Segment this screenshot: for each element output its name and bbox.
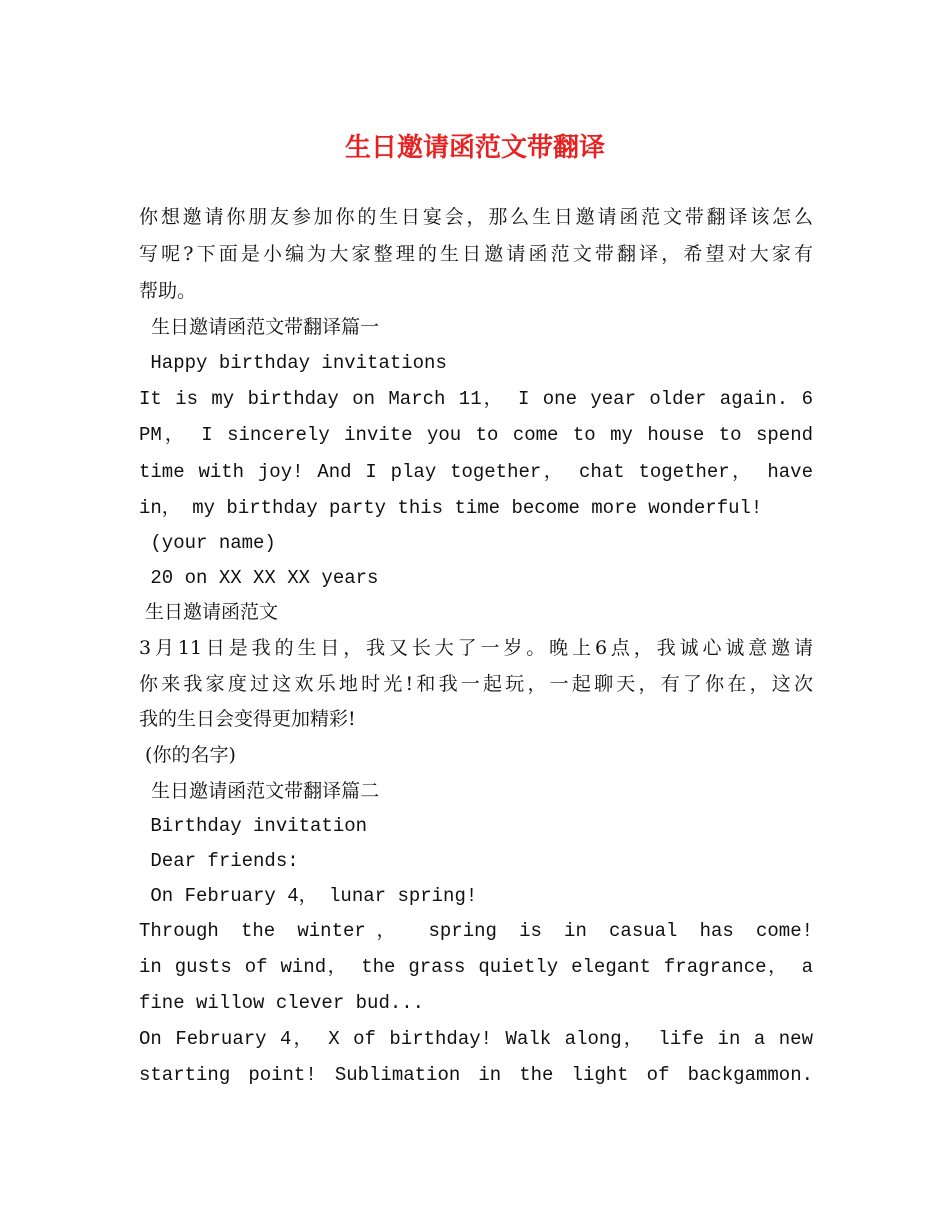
paragraph-line: Birthday invitation (139, 815, 368, 837)
paragraph-line: in gusts of wind， the grass quietly elegant fragrance， a (139, 956, 813, 978)
section-heading: 生日邀请函范文带翻译篇二 (139, 780, 380, 802)
paragraph-line: 20 on XX XX XX years (139, 567, 379, 589)
paragraph-line: Dear friends: (139, 850, 299, 872)
paragraph-line: 你来我家度过这欢乐地时光!和我一起玩，一起聊天，有了你在，这次 (139, 673, 813, 695)
paragraph-line: 我的生日会变得更加精彩! (139, 708, 356, 730)
paragraph-line: 你想邀请你朋友参加你的生日宴会，那么生日邀请函范文带翻译该怎么 (139, 206, 813, 228)
paragraph-line: (你的名字) (139, 744, 236, 766)
paragraph-line: 3月11日是我的生日，我又长大了一岁。晚上6点，我诚心诚意邀请 (139, 637, 813, 659)
paragraph-line: time with joy! And I play together， chat together， have (139, 461, 813, 483)
paragraph-line: Happy birthday invitations (139, 352, 447, 374)
paragraph-line: in， my birthday party this time become more wonderful! (139, 497, 763, 519)
paragraph-line: fine willow clever bud... (139, 992, 425, 1014)
paragraph-line: It is my birthday on March 11， I one year older again. 6 (139, 388, 813, 410)
document-title: 生日邀请函范文带翻译 (344, 133, 605, 163)
section-heading: 生日邀请函范文带翻译篇一 (139, 316, 380, 338)
paragraph-line: (your name) (139, 532, 276, 554)
paragraph-line: 写呢?下面是小编为大家整理的生日邀请函范文带翻译，希望对大家有 (139, 243, 813, 265)
paragraph-line: PM， I sincerely invite you to come to my house to spend (139, 424, 813, 446)
paragraph-line: Through the winter， spring is in casual has come! (139, 920, 813, 942)
paragraph-line: 帮助。 (139, 280, 197, 302)
paragraph-line: starting point! Sublimation in the light of backgammon. (139, 1064, 813, 1086)
section-heading: 生日邀请函范文 (139, 601, 279, 623)
paragraph-line: On February 4， X of birthday! Walk along， life in a new (139, 1028, 813, 1050)
paragraph-line: On February 4， lunar spring! (139, 885, 478, 907)
